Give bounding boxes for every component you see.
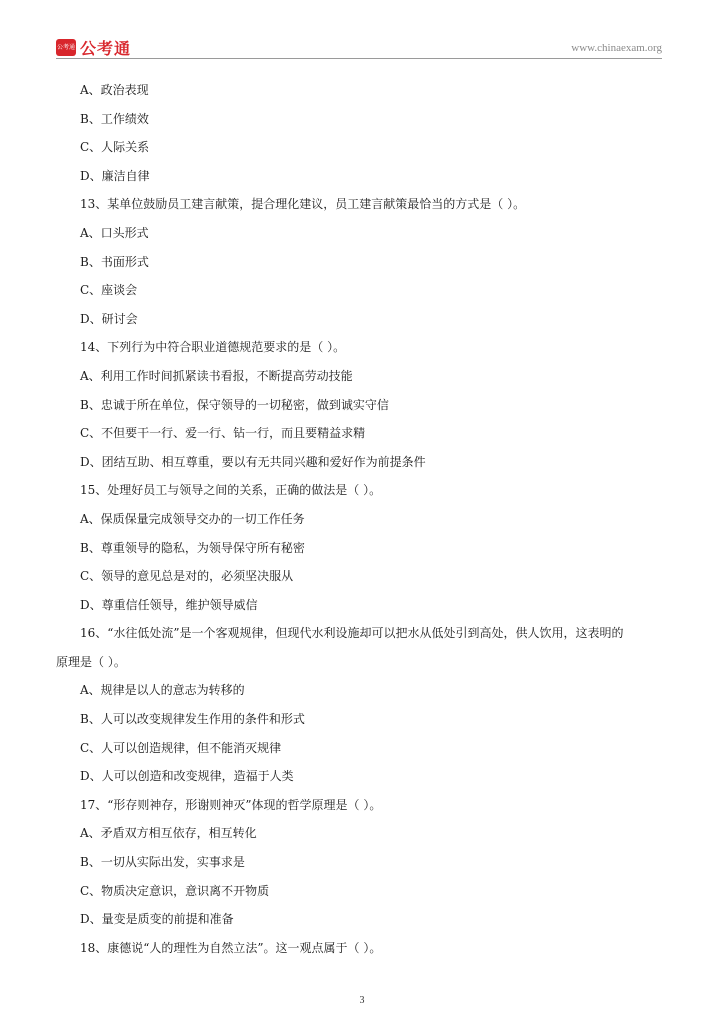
option-line: D、团结互助、相互尊重，要以有无共同兴趣和爱好作为前提条件	[80, 454, 426, 469]
question-line: 18、康德说“人的理性为自然立法”。这一观点属于（ ）。	[80, 940, 382, 955]
option-line: B、忠诚于所在单位，保守领导的一切秘密，做到诚实守信	[80, 397, 389, 412]
option-line: C、人际关系	[80, 140, 150, 155]
option-line: A、保质保量完成领导交办的一切工作任务	[80, 511, 305, 526]
question-text: 16、“水往低处流”是一个客观规律，但现代水利设施却可以把水从低处引到高处，供人饮用，这表明的	[80, 626, 624, 641]
logo-text: 公考通	[80, 39, 132, 58]
option-line: A、政治表现	[80, 83, 149, 97]
option-line: C、人可以创造规律，但不能消灭规律	[80, 740, 282, 755]
option-line: A、利用工作时间抓紧读书看报，不断提高劳动技能	[80, 368, 353, 383]
question-line	[56, 619, 674, 676]
question-line: 13、某单位鼓励员工建言献策，提合理化建议，员工建言献策最恰当的方式是（ ）。	[80, 197, 526, 212]
option-line: D、量变是质变的前提和准备	[80, 912, 234, 927]
option-line: C、不但要干一行、爱一行、钻一行，而且要精益求精	[80, 426, 366, 441]
page-content	[56, 76, 674, 962]
option-line: B、工作绩效	[80, 111, 149, 126]
page-header	[56, 36, 662, 58]
option-line: B、一切从实际出发，实事求是	[80, 855, 245, 870]
option-line: C、物质决定意识，意识离不开物质	[80, 883, 270, 898]
option-line: B、书面形式	[80, 254, 149, 269]
header-divider	[56, 58, 662, 59]
option-line: B、人可以改变规律发生作用的条件和形式	[80, 712, 305, 727]
logo-badge: 公考通	[56, 39, 76, 56]
option-line: B、尊重领导的隐私，为领导保守所有秘密	[80, 540, 305, 555]
question-text-continued: 原理是（ ）。	[56, 654, 126, 669]
question-line: 17、“形存则神存，形谢则神灭”体现的哲学原理是（ ）。	[80, 797, 382, 812]
option-line: C、领导的意见总是对的，必须坚决服从	[80, 569, 294, 584]
option-line: A、口头形式	[80, 225, 149, 240]
question-line: 14、下列行为中符合职业道德规范要求的是（ ）。	[80, 340, 346, 355]
option-line: D、人可以创造和改变规律，造福于人类	[80, 769, 294, 784]
option-line: D、研讨会	[80, 311, 138, 326]
option-line: A、规律是以人的意志为转移的	[80, 683, 245, 698]
option-line: D、尊重信任领导，维护领导威信	[80, 597, 258, 612]
option-line: C、座谈会	[80, 283, 138, 298]
option-line: D、廉洁自律	[80, 168, 150, 183]
question-line: 15、处理好员工与领导之间的关系，正确的做法是（ ）。	[80, 483, 382, 498]
page-number: 3	[359, 995, 365, 1006]
option-line: A、矛盾双方相互依存，相互转化	[80, 826, 257, 841]
site-url: www.chinaexam.org	[571, 42, 662, 54]
logo	[56, 36, 131, 59]
